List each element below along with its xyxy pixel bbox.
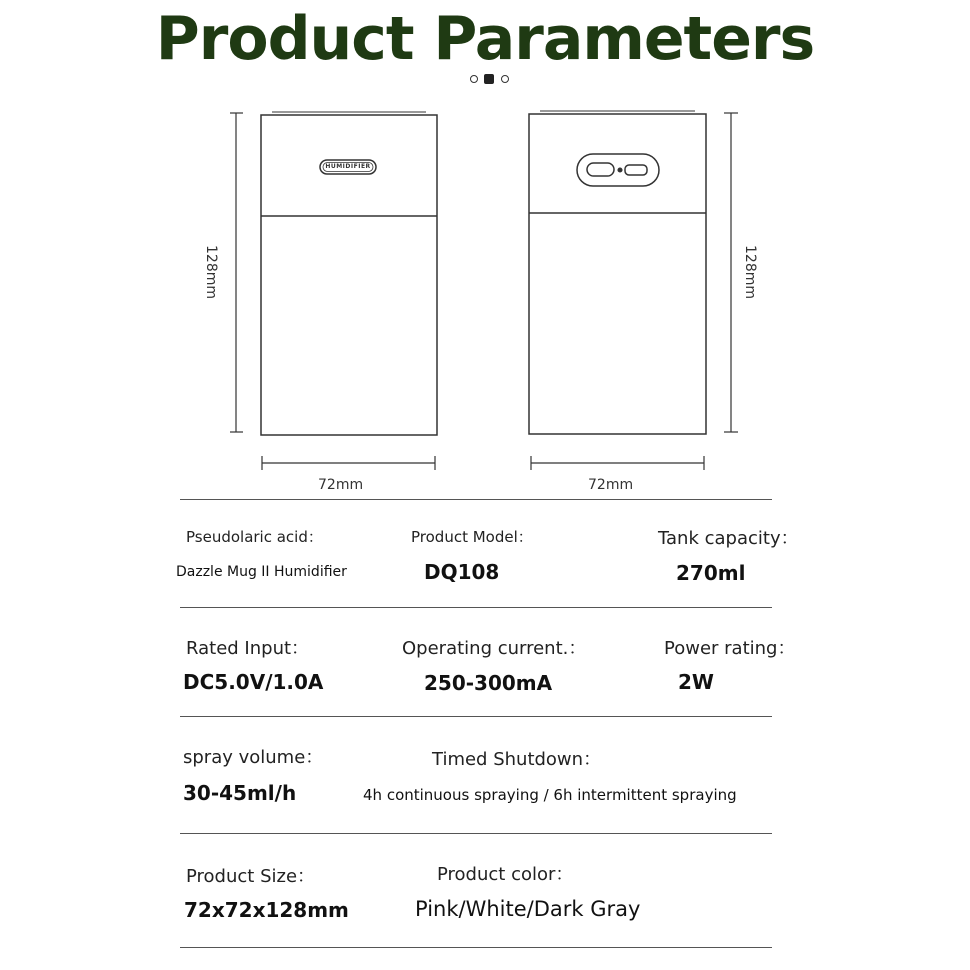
front-height-label: 128mm: [203, 245, 219, 299]
spec-label-name: Pseudolaric acid：: [186, 528, 323, 546]
divider-4: [180, 833, 772, 834]
back-width-label: 72mm: [588, 477, 634, 493]
spec-value-spray-volume: 30-45ml/h: [183, 781, 297, 805]
usb-a-port-icon: [587, 163, 614, 176]
spec-value-name: Dazzle Mug II Humidifier: [176, 564, 347, 580]
back-body-outline: [529, 114, 706, 434]
back-height-label: 128mm: [742, 245, 758, 299]
front-badge-text: HUMIDIFIER: [325, 163, 371, 170]
back-view-drawing: [529, 111, 738, 470]
spec-label-product-color: Product color：: [437, 864, 574, 885]
divider-1: [180, 499, 772, 500]
spec-label-spray-volume: spray volume：: [183, 747, 324, 768]
spec-label-tank: Tank capacity：: [658, 528, 799, 549]
spec-value-rated-input: DC5.0V/1.0A: [183, 670, 324, 694]
spec-label-power-rating: Power rating：: [664, 638, 796, 659]
spec-label-operating-current: Operating current.：: [402, 638, 587, 659]
divider-5: [180, 947, 772, 948]
spec-value-operating-current: 250-300mA: [424, 671, 553, 695]
divider-3: [180, 716, 772, 717]
spec-label-timed-shutdown: Timed Shutdown：: [432, 749, 602, 770]
spec-value-timed-shutdown: 4h continuous spraying / 6h intermittent spraying: [363, 786, 737, 804]
divider-2: [180, 607, 772, 608]
spec-value-tank: 270ml: [676, 561, 746, 585]
page-title: Product Parameters: [155, 4, 815, 74]
spec-value-power-rating: 2W: [678, 670, 714, 694]
spec-label-product-size: Product Size：: [186, 866, 316, 887]
spec-label-model: Product Model：: [411, 528, 533, 546]
front-width-label: 72mm: [318, 477, 364, 493]
spec-value-model: DQ108: [424, 560, 500, 584]
indicator-light-icon: [618, 168, 622, 172]
usb-c-port-icon: [625, 165, 647, 175]
spec-value-product-size: 72x72x128mm: [184, 898, 349, 922]
spec-label-rated-input: Rated Input：: [186, 638, 310, 659]
spec-value-product-color: Pink/White/Dark Gray: [415, 897, 641, 921]
